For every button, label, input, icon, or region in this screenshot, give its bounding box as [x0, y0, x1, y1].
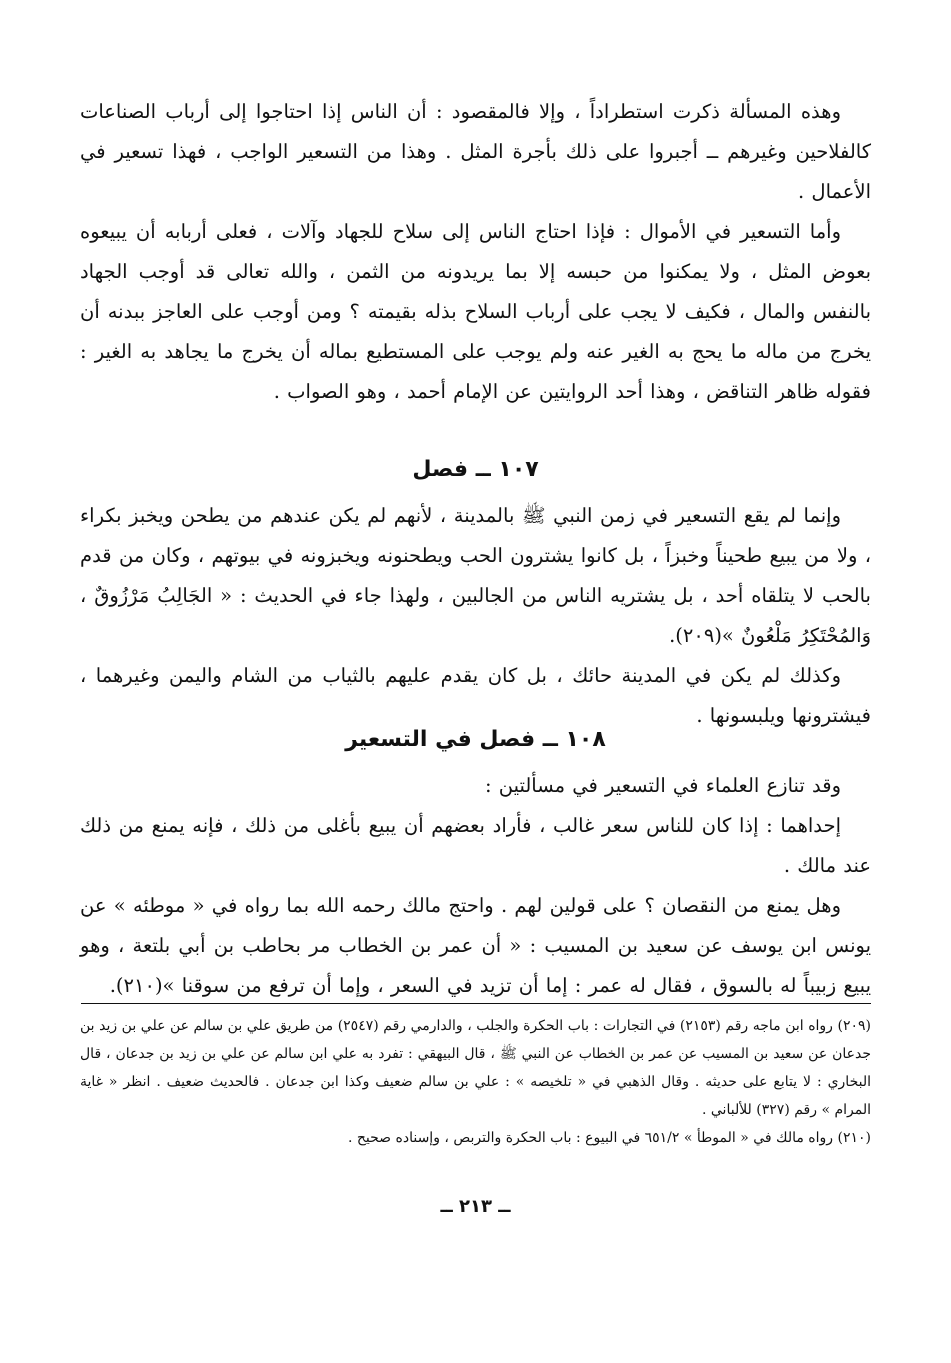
section-108 [80, 718, 871, 1006]
paragraph: إحداهما : إذا كان للناس سعر غالب ، فأراد بعضهم أن يبيع بأغلى من ذلك ، فإنه يمنع من ذلك عند مالك . [80, 814, 871, 877]
section-heading: ١٠٧ ــ فصل [412, 457, 539, 482]
top-section [80, 92, 871, 412]
footnote: (٢٠٩) رواه ابن ماجه رقم (٢١٥٣) في التجارات : باب الحكرة والجلب ، والدارمي رقم (٢٥٤٧) من طريق علي بن سالم عن علي بن زيد بن جدعان عن سعيد بن المسيب عن عمر بن الخطاب عن النبي ﷺ ، قال البيهقي : تفرد به علي ابن سالم عن علي بن زيد بن جدعان ، قال البخاري : لا يتابع على حديثه . وقال الذهبي في « تلخيصه » : علي بن سالم ضعيف وكذا ابن جدعان . فالحديث ضعيف . انظر « غاية المرام » رقم (٣٢٧) للألباني . [80, 1018, 871, 1118]
footnotes [80, 1012, 871, 1152]
section-107 [80, 448, 871, 736]
page-number: ــ ٢١٣ ــ [440, 1196, 511, 1217]
paragraph: وهل يمنع من النقصان ؟ على قولين لهم . واحتج مالك رحمه الله بما رواه في « موطئه » عن يونس ابن يوسف عن سعيد بن المسيب : « أن عمر بن الخطاب مر بحاطب بن أبي بلتعة ، وهو يبيع زبيباً له بالسوق ، فقال له عمر : إما أن تزيد في السعر ، وإما أن ترفع من سوقنا »(٢١٠). [80, 894, 871, 997]
paragraph: وهذه المسألة ذكرت استطراداً ، وإلا فالمقصود : أن الناس إذا احتاجوا إلى أرباب الصناعات كالفلاحين وغيرهم ــ أجبروا على ذلك بأجرة المثل . وهذا من التسعير الواجب ، فهذا تسعير في الأعمال . [80, 100, 871, 203]
footnote-separator [81, 1003, 871, 1004]
paragraph: وكذلك لم يكن في المدينة حائك ، بل كان يقدم عليهم بالثياب من الشام واليمن وغيرهما ، فيشترونها ويلبسونها . [80, 664, 871, 727]
paragraph: وقد تنازع العلماء في التسعير في مسألتين : [484, 774, 841, 797]
paragraph: وأما التسعير في الأموال : فإذا احتاج الناس إلى سلاح للجهاد وآلات ، فعلى أربابه أن يبيعوه بعوض المثل ، ولا يمكنوا من حبسه إلا بما يريدونه من الثمن ، والله تعالى قد أوجب الجهاد بالنفس والمال ، فكيف لا يجب على أرباب السلاح بذله بقيمته ؟ ومن أوجب على العاجز ببدنه أن يخرج من ماله ما يحج به الغير عنه ولم يوجب على المستطيع بماله أن يخرج ما يجاهد به الغير : فقوله ظاهر التناقض ، وهذا أحد الروايتين عن الإمام أحمد ، وهو الصواب . [80, 220, 871, 403]
footnote: (٢١٠) رواه مالك في « الموطأ » ٦٥١/٢ في البيوع : باب الحكرة والتربص ، وإسناده صحيح . [347, 1130, 871, 1146]
section-heading: ١٠٨ ــ فصل في التسعير [345, 727, 606, 752]
paragraph: وإنما لم يقع التسعير في زمن النبي ﷺ بالمدينة ، لأنهم لم يكن عندهم من يطحن ويخبز بكراء ، ولا من يبيع طحيناً وخبزاً ، بل كانوا يشترون الحب ويطحنونه ويخبزونه في بيوتهم ، وكان من قدم بالحب لا يتلقاه أحد ، بل يشتريه الناس من الجالبين ، ولهذا جاء في الحديث : « الجَالِبُ مَرْزُوقٌ ، وَالمُحْتَكِرُ مَلْعُونٌ »(٢٠٩). [80, 504, 871, 647]
